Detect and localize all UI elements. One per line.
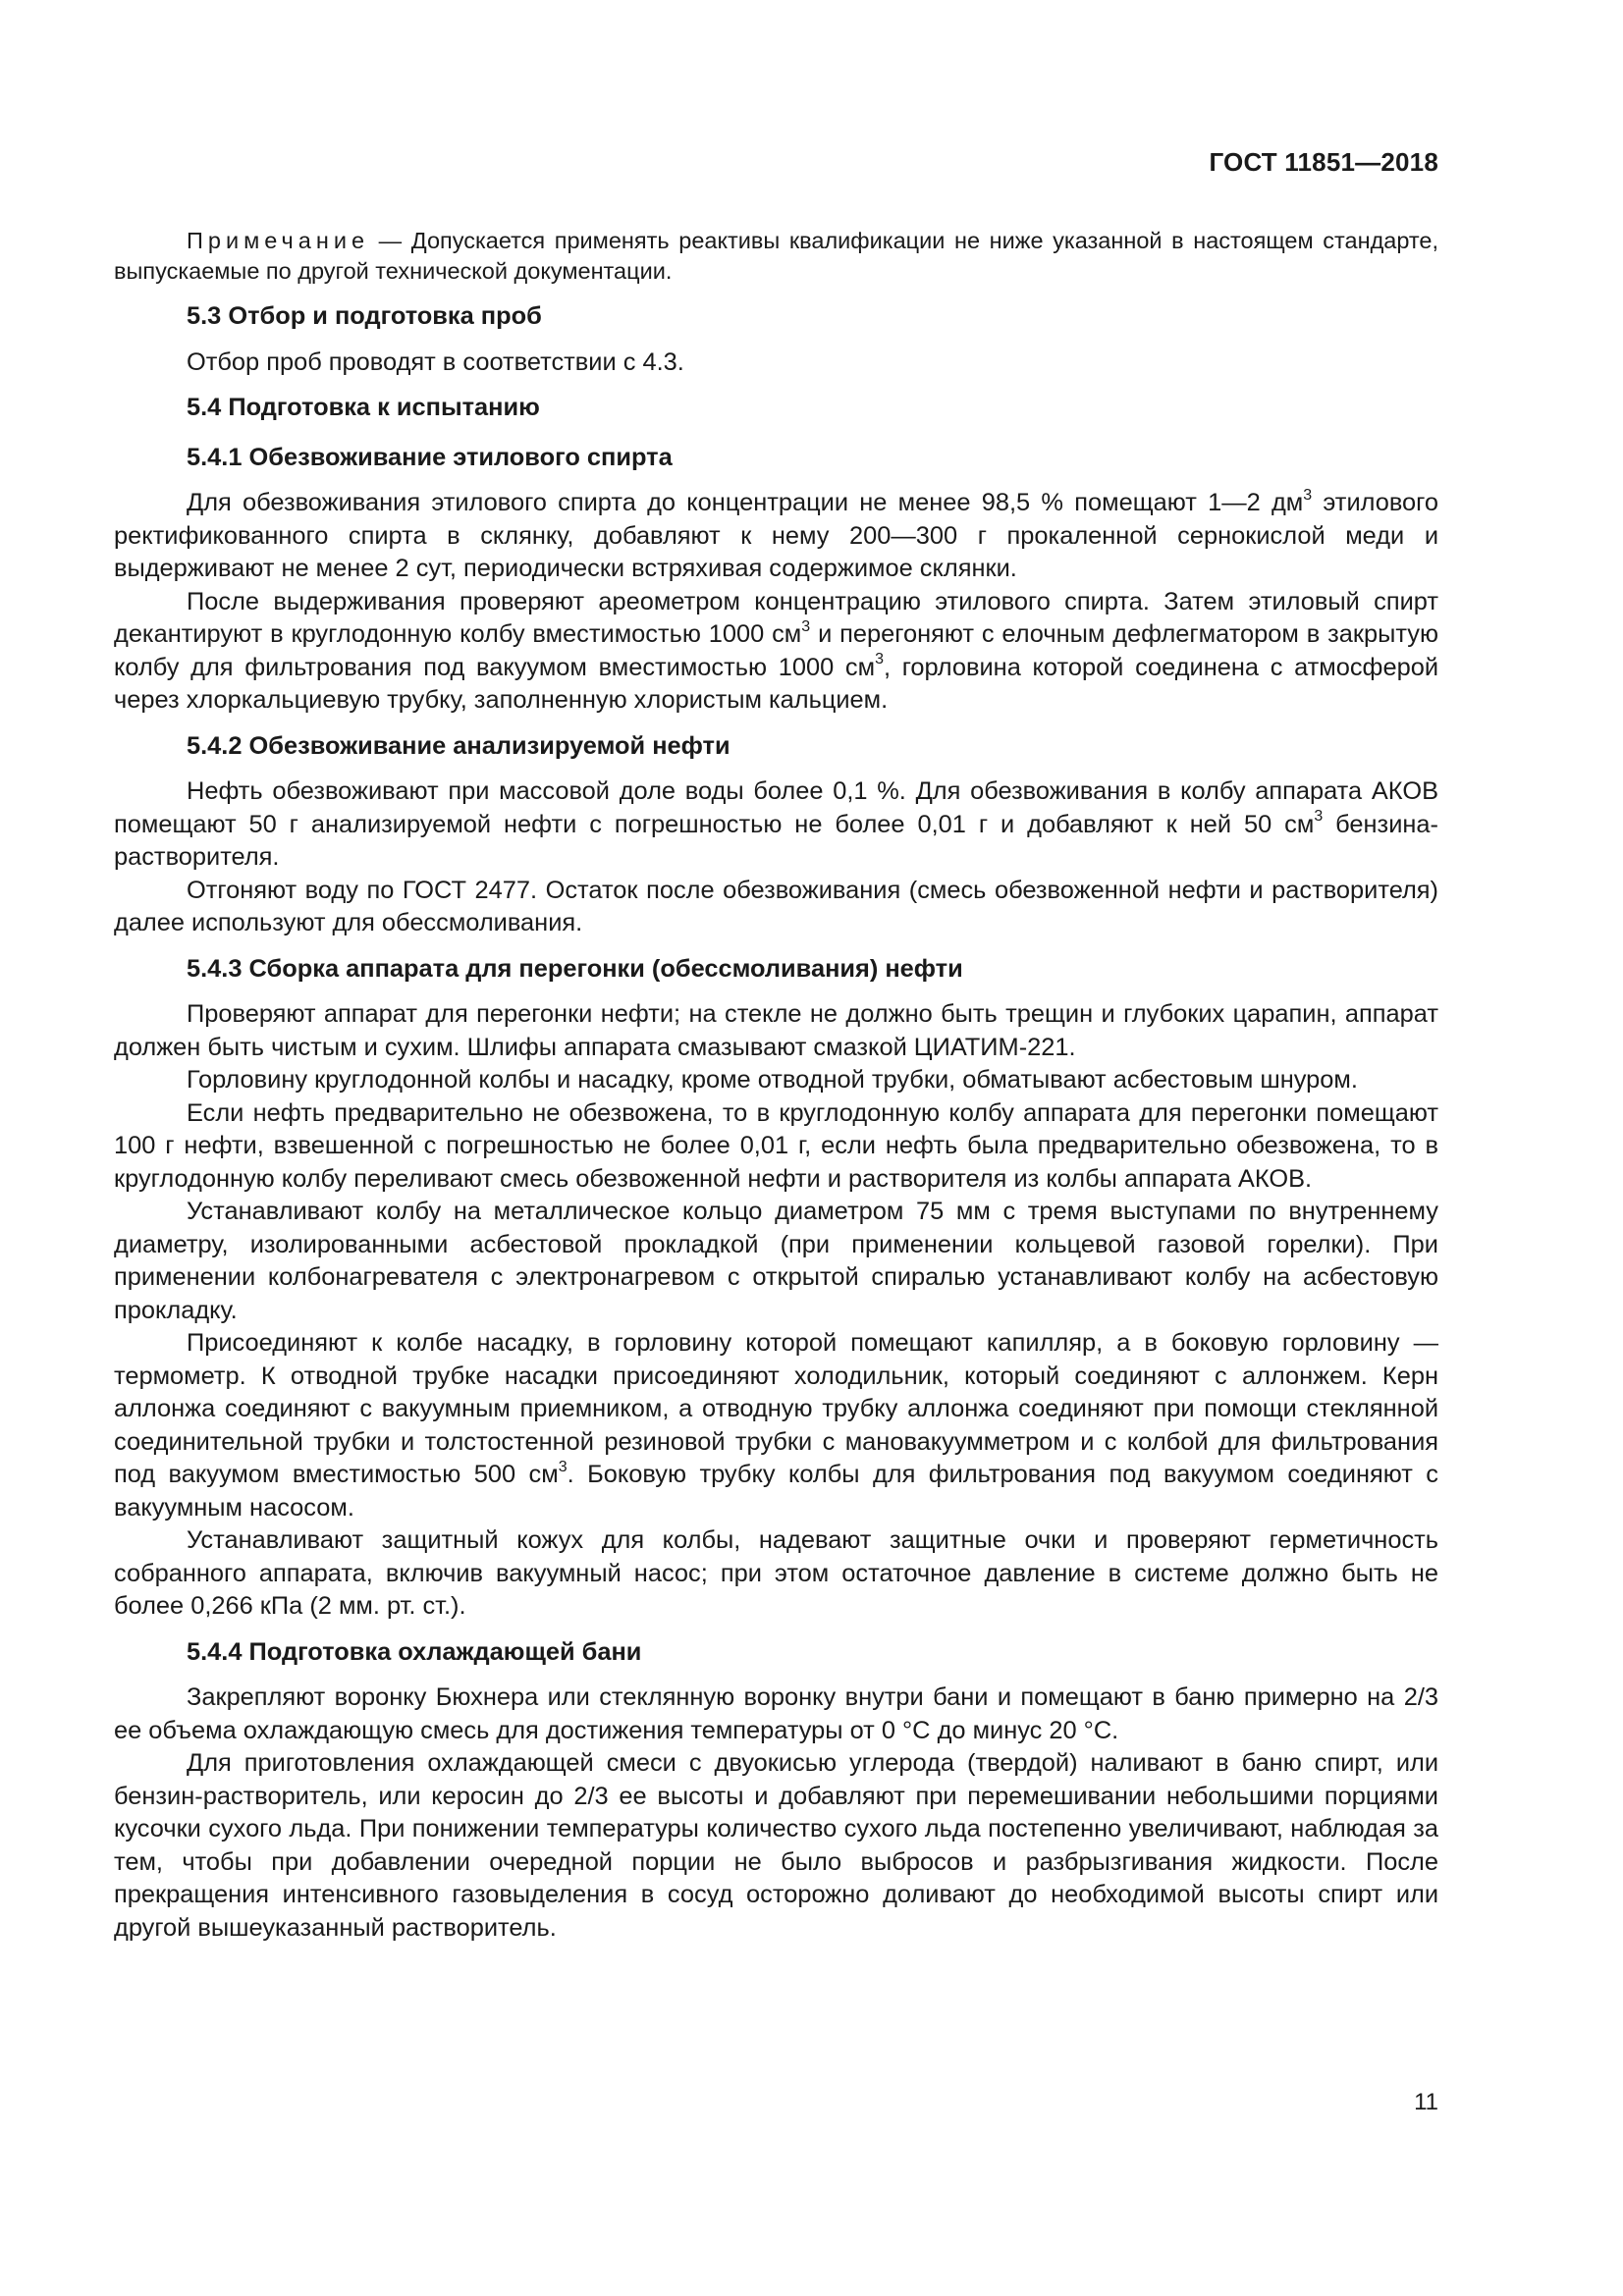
superscript: 3 [875, 651, 884, 668]
section-5-3-paragraph-1: Отбор проб проводят в соответствии с 4.3. [187, 347, 684, 376]
note-label: Примечание [187, 228, 370, 253]
text-run: Нефть обезвоживают при массовой доле воды более 0,1 %. Для обезвоживания в колбу аппарата АКОВ помещают 50 г анализируемой нефти с погрешностью не более 0,01 г и добавляют к ней 50 см [114, 777, 1438, 838]
superscript: 3 [801, 617, 811, 635]
text-run: бензина-растворителя. [114, 810, 1438, 871]
standard-header: ГОСТ 11851—2018 [1209, 147, 1438, 177]
section-5-3-heading: 5.3 Отбор и подготовка проб [187, 302, 542, 330]
text-run: этилового ректификованного спирта в склянку, добавляют к нему 200—300 г прокаленной сернокислой меди и выдерживают не менее 2 сут, периодически встряхивая содержимое склянки. [114, 489, 1438, 582]
section-5-4-3-paragraph-3: Если нефть предварительно не обезвожена, то в круглодонную колбу аппарата для перегонки помещают 100 г нефти, взвешенной с погрешностью не более 0,01 г, если нефть была предварительно обезвожена, то в круглодонную колбу переливают смесь обезвоженной нефти и растворителя из колбы аппарата АКОВ. [114, 1098, 1438, 1193]
section-5-4-3-paragraph-5 [114, 1327, 1438, 1524]
section-5-4-1-paragraph-2 [114, 586, 1438, 718]
section-5-4-1-heading: 5.4.1 Обезвоживание этилового спирта [187, 443, 673, 471]
section-5-4-2-heading: 5.4.2 Обезвоживание анализируемой нефти [187, 731, 730, 760]
section-5-4-4-paragraph-2: Для приготовления охлаждающей смеси с двуокисью углерода (твердой) наливают в баню спирт, или бензин-растворитель, или керосин до 2/3 ее высоты и добавляют при перемешивании небольшими порциями кусочки сухого льда. При понижении температуры количество сухого льда постепенно увеличивают, наблюдая за тем, чтобы при добавлении очередной порции не было выбросов и разбрызгивания жидкости. После прекращения интенсивного газовыделения в сосуд осторожно доливают до необходимой высоты спирт или другой вышеуказанный растворитель. [114, 1749, 1438, 1942]
text-run: Для обезвоживания этилового спирта до концентрации не менее 98,5 % помещают 1—2 дм [187, 489, 1304, 516]
section-5-4-3-paragraph-1: Проверяют аппарат для перегонки нефти; на стекле не должно быть трещин и глубоких царапин, аппарат должен быть чистым и сухим. Шлифы аппарата смазывают смазкой ЦИАТИМ-221. [114, 1000, 1438, 1061]
section-5-4-heading: 5.4 Подготовка к испытанию [187, 394, 540, 421]
page-number: 11 [1414, 2089, 1438, 2115]
text-run: . Боковую трубку колбы для фильтрования под вакуумом соединяют с вакуумным насосом. [114, 1461, 1438, 1522]
section-5-4-3-paragraph-2: Горловину круглодонной колбы и насадку, кроме отводной трубки, обматывают асбестовым шнуром. [187, 1066, 1358, 1094]
section-5-4-4-paragraph-1: Закрепляют воронку Бюхнера или стеклянную воронку внутри бани и помещают в баню примерно на 2/3 ее объема охлаждающую смесь для достижения температуры от 0 °С до минус 20 °С. [114, 1683, 1438, 1744]
text-run: Присоединяют к колбе насадку, в горловину которой помещают капилляр, а в боковую горловину — термометр. К отводной трубке насадки присоединяют холодильник, который соединяют с аллонжем. Керн аллонжа соединяют с вакуумным приемником, а отводную трубку аллонжа соединяют при помощи стеклянной соединительной трубки и толстостенной резиновой трубки с мановакуумметром и с колбой для фильтрования под вакуумом вместимостью 500 см [114, 1329, 1438, 1488]
document-body [114, 226, 1438, 1945]
note-paragraph [114, 226, 1438, 287]
section-5-4-4-heading: 5.4.4 Подготовка охлаждающей бани [187, 1637, 642, 1666]
superscript: 3 [1314, 808, 1324, 826]
section-5-4-3-paragraph-6: Устанавливают защитный кожух для колбы, надевают защитные очки и проверяют герметичность собранного аппарата, включив вакуумный насос; при этом остаточное давление в системе должно быть не более 0,266 кПа (2 мм. рт. ст.). [114, 1526, 1438, 1620]
text-run: и перегоняют с елочным дефлегматором в закрытую колбу для фильтрования под вакуумом вместимостью 1000 см [114, 620, 1439, 681]
section-5-4-3-heading: 5.4.3 Сборка аппарата для перегонки (обессмоливания) нефти [187, 954, 963, 983]
text-run: , горловина которой соединена с атмосферой через хлоркальциевую трубку, заполненную хлористым кальцием. [114, 653, 1438, 714]
section-5-4-1-paragraph-1 [114, 487, 1438, 586]
section-5-4-3-paragraph-4: Устанавливают колбу на металлическое кольцо диаметром 75 мм с тремя выступами по внутреннему диаметру, изолированными асбестовой прокладкой (при применении кольцевой газовой горелки). При применении колбонагревателя с электронагревом с открытой спиралью устанавливают колбу на асбестовую прокладку. [114, 1198, 1438, 1324]
note-text: Допускается применять реактивы квалификации не ниже указанной в настоящем стандарте, выпускаемые по другой технической документации. [114, 228, 1439, 284]
section-5-4-2-paragraph-2: Отгоняют воду по ГОСТ 2477. Остаток после обезвоживания (смесь обезвоженной нефти и растворителя) далее используют для обессмоливания. [114, 876, 1438, 936]
note-dash: — [369, 228, 411, 253]
superscript: 3 [558, 1458, 568, 1475]
superscript: 3 [1303, 486, 1313, 504]
section-5-4-2-paragraph-1 [114, 775, 1438, 875]
text-run: После выдерживания проверяют ареометром концентрацию этилового спирта. Затем этиловый спирт декантируют в круглодонную колбу вместимостью 1000 см [114, 587, 1438, 648]
